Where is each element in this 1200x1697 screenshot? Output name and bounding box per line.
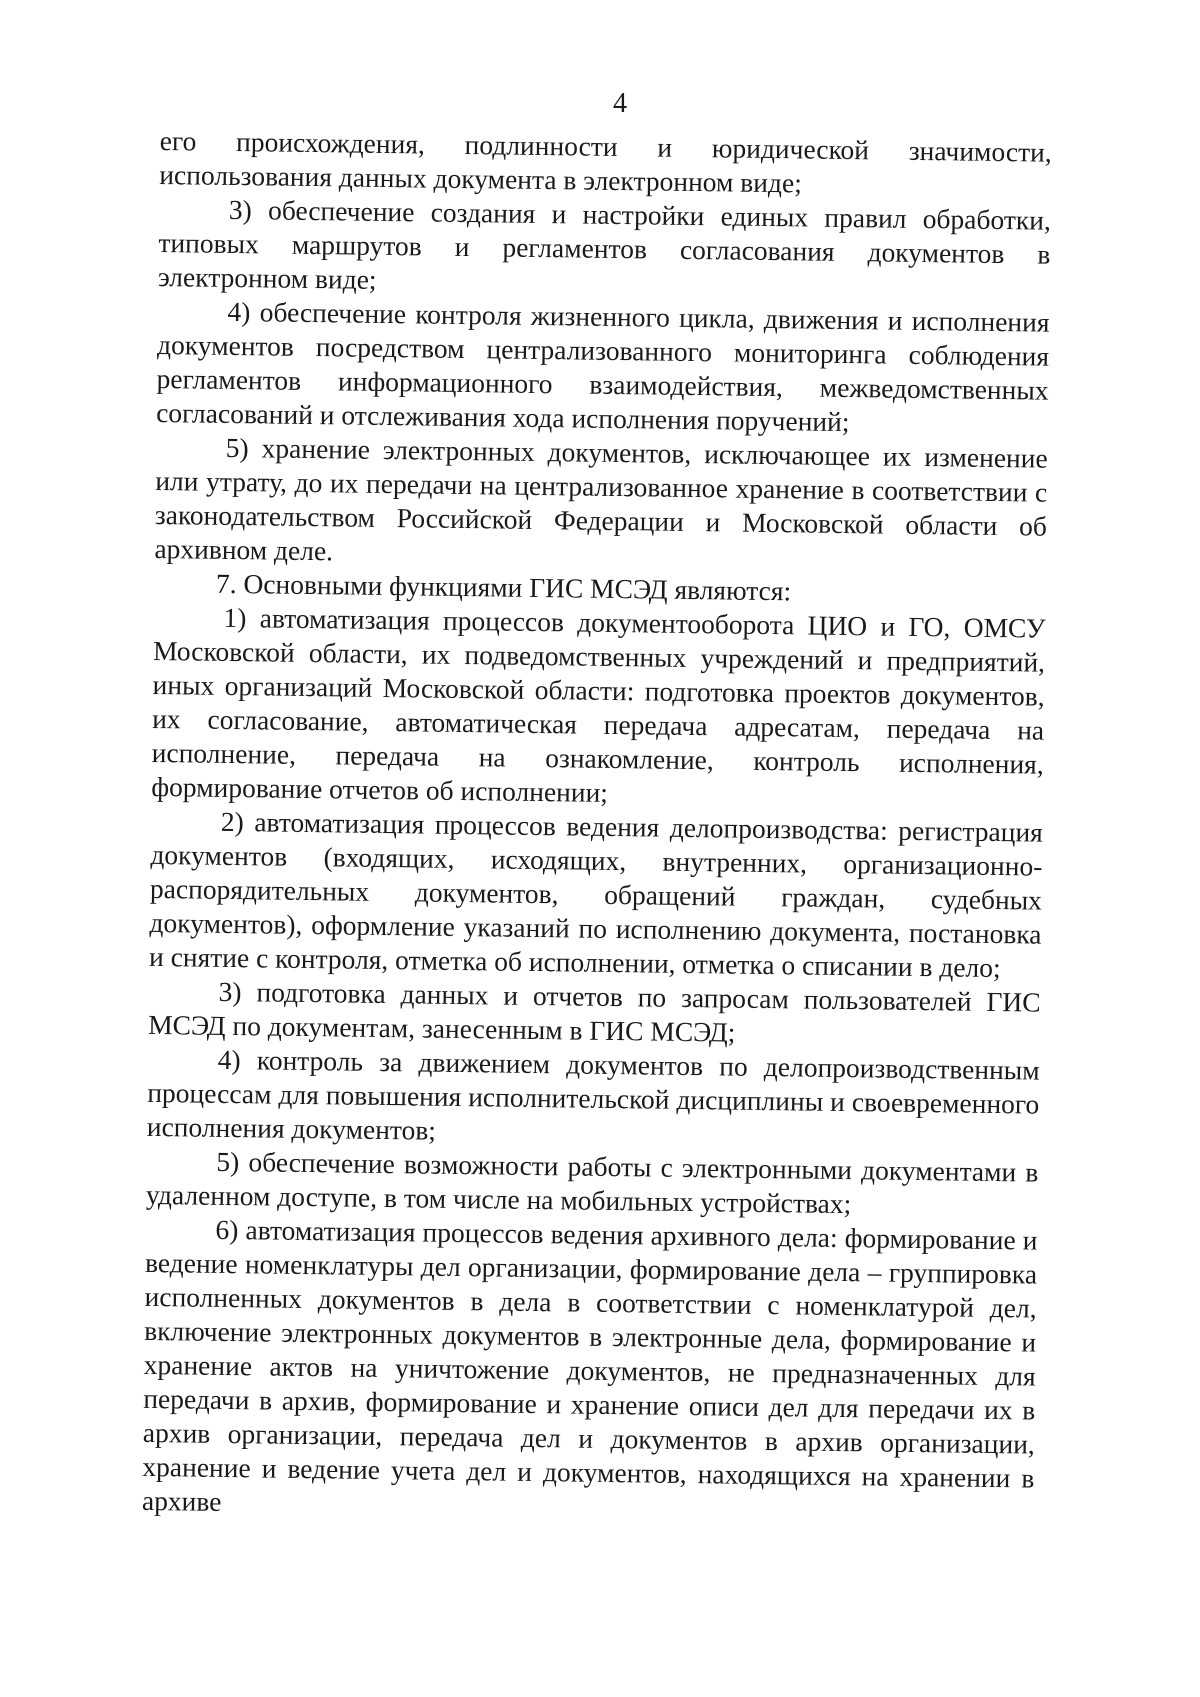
function-item-4: 4) контроль за движением документов по делопроизводственным процессам для повышения исполнительской дисциплины и своевременного исполнения документов; <box>146 1043 1040 1146</box>
function-item-5: 5) обеспечение возможности работы с электронными документами в удаленном доступе, в том числе на мобильных устройствах; <box>145 1145 1039 1220</box>
function-item-6: 6) автоматизация процессов ведения архивного дела: формирование и ведение номенклатуры дел организации, формирование дела – группировка исполненных документов в дела в соответствии с номенклатурой дел, включение электронных документов в электронные дела, формирование и хранение актов на уничтожение документов, не предназначенных для передачи в архив, формирование и хранение описи дел для передачи их в архив организации, передача дел и документов в архив организации, хранение и ведение учета дел и документов, находящихся на хранении в архиве <box>141 1213 1038 1517</box>
page-number: 4 <box>613 88 627 119</box>
document-body <box>142 124 1052 1530</box>
paragraph-continuation: его происхождения, подлинности и юридической значимости, использования данных документа в электронном виде; <box>159 124 1052 199</box>
section-heading-7: 7. Основными функциями ГИС МСЭД являются: <box>215 567 792 607</box>
function-item-3: 3) подготовка данных и отчетов по запросам пользователей ГИС МСЭД по документам, занесенным в ГИС МСЭД; <box>148 975 1041 1048</box>
paragraph-item-3: 3) обеспечение создания и настройки единых правил обработки, типовых маршрутов и регламентов согласования документов в электронном виде; <box>157 193 1052 295</box>
function-item-1: 1) автоматизация процессов документооборота ЦИО и ГО, ОМСУ Московской области, их подведомственных учреждений и предприятий, иных организаций Московской области: подготовка проектов документов, их согласование, автоматическая передача адресатам, передача на исполнение, передача на ознакомление, контроль исполнения, формирование отчетов об исполнении; <box>151 601 1046 808</box>
function-item-2: 2) автоматизация процессов ведения делопроизводства: регистрация документов (входящих, исходящих, внутренних, организационно-распорядительных документов, обращений граждан, судебных документов), оформление указаний по исполнению документа, постановка и снятие с контроля, отметка об исполнении, отметка о списании в дело; <box>148 805 1044 984</box>
paragraph-item-5: 5) хранение электронных документов, исключающее их изменение или утрату, до их передачи на централизованное хранение в соответствии с законодательством Российской Федерации и Московской области об архивном деле. <box>154 431 1048 567</box>
paragraph-item-4: 4) обеспечение контроля жизненного цикла, движения и исполнения документов посредством централизованного мониторинга соблюдения регламентов информационного взаимодействия, межведомственных согласований и отслеживания хода исполнения поручений; <box>156 295 1050 438</box>
